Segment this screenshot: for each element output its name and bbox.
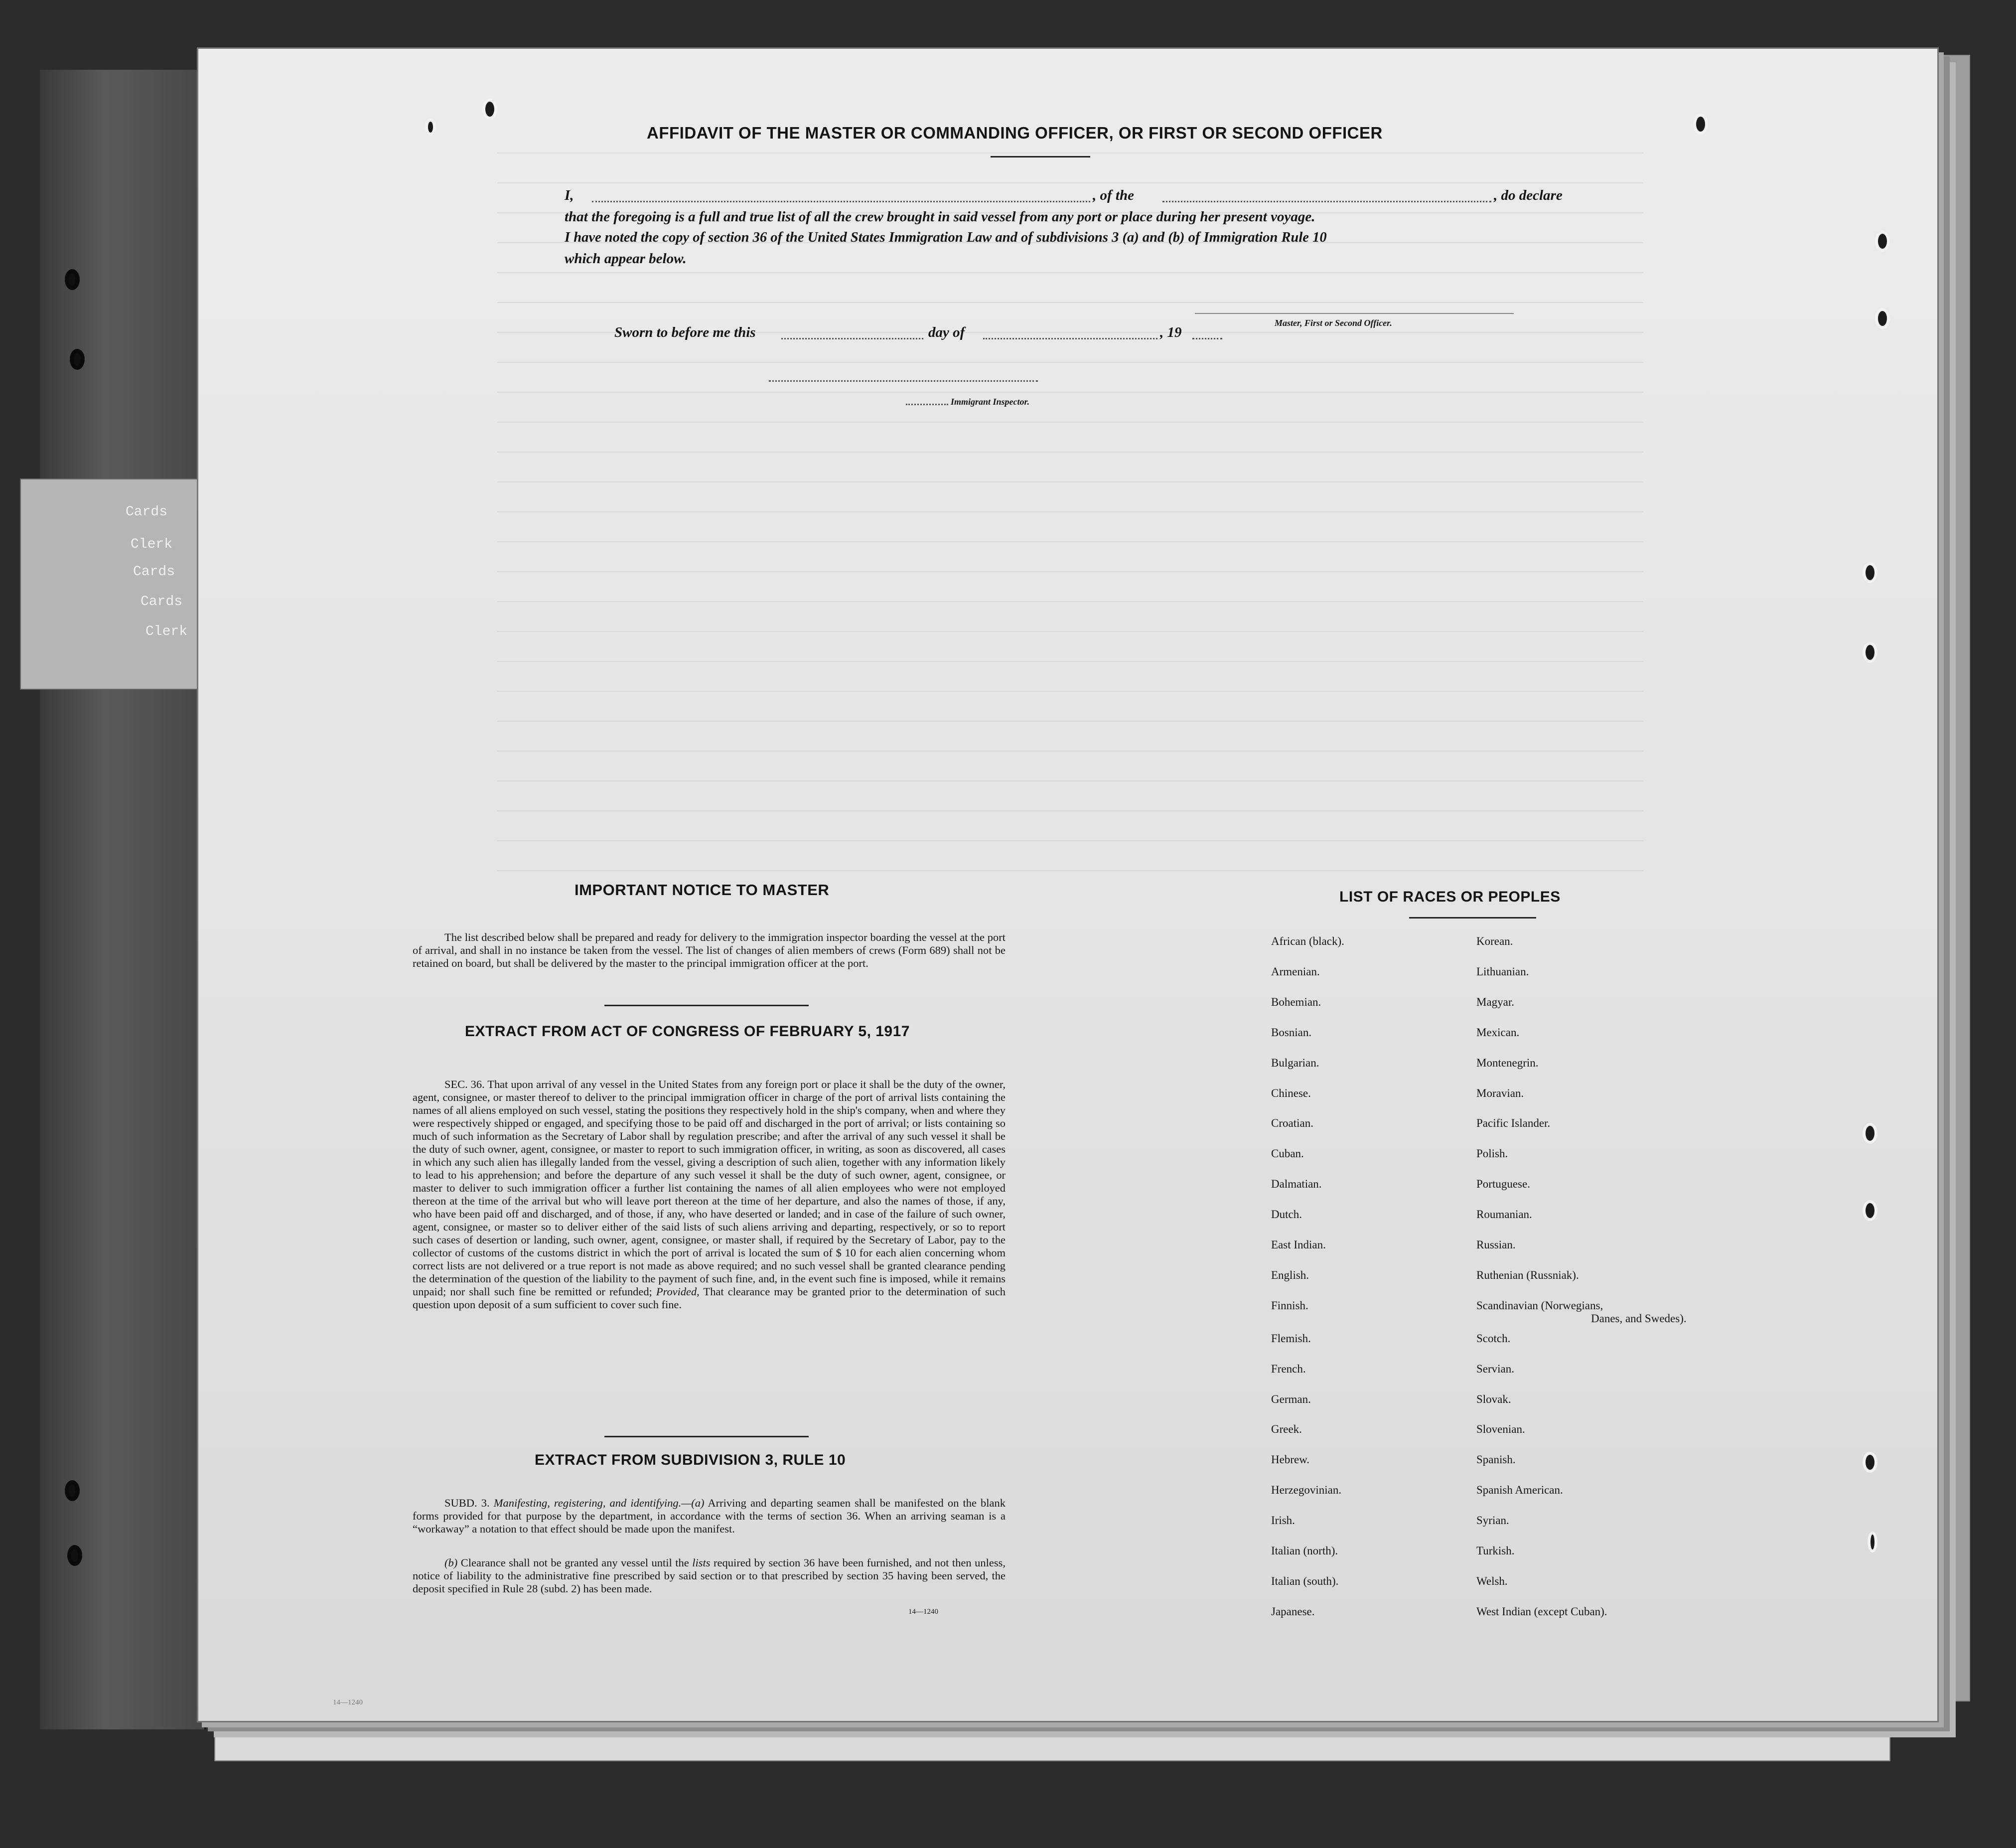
race-left-item: East Indian. <box>1271 1238 1326 1251</box>
inspector-label: Immigrant Inspector. <box>951 397 1030 407</box>
race-left-item: Irish. <box>1271 1514 1295 1527</box>
sworn-year-blank <box>1192 338 1222 339</box>
affidavit-do-declare: , do declare <box>1494 187 1563 203</box>
spine-hole <box>70 349 85 370</box>
bottom-form-number: 14—1240 <box>333 1698 363 1706</box>
race-right-item: Slovak. <box>1476 1393 1511 1405</box>
rule-text-b-lists: lists <box>692 1556 711 1569</box>
punch-hole <box>1875 308 1890 329</box>
race-left-item: Bosnian. <box>1271 1026 1312 1039</box>
race-left-item: Croatian. <box>1271 1117 1313 1129</box>
race-left-item: African (black). <box>1271 935 1344 947</box>
act-provided-text: That clearance may be granted prior to the determination of such question upon deposit of a sum sufficient to cover such fine. <box>413 1285 1006 1311</box>
race-left-item: Chinese. <box>1271 1087 1311 1099</box>
punch-hole <box>482 99 497 120</box>
sworn-month-blank <box>983 338 1157 339</box>
race-right-item: West Indian (except Cuban). <box>1476 1605 1607 1618</box>
race-left-item: Italian (north). <box>1271 1544 1338 1557</box>
race-right-item: Russian. <box>1476 1238 1516 1251</box>
rule-text-a-body: Arriving and departing seamen shall be manifested on the blank forms provided for that purpose by the department, in accordance with the terms of section 36. When an arriving seaman is a “workaway” a notation to that effect should be made upon the manifest. <box>413 1497 1006 1536</box>
binder-spine <box>40 70 206 1729</box>
race-left-item: French. <box>1271 1363 1306 1375</box>
inspector-pre-line <box>906 404 948 405</box>
sworn-day-blank <box>781 338 923 339</box>
rule-subd-heading: Manifesting, registering, and identifying.—(a) <box>493 1497 705 1509</box>
punch-hole <box>425 119 436 136</box>
affidavit-vessel-blank <box>1162 201 1491 202</box>
sworn-day-of: day of <box>928 324 965 340</box>
act-title: EXTRACT FROM ACT OF CONGRESS OF FEBRUARY 5, 1917 <box>465 1023 910 1040</box>
race-right-item: Montenegrin. <box>1476 1057 1539 1069</box>
tab-line-1: Cards <box>126 504 168 520</box>
affidavit-line-1 <box>565 186 1716 206</box>
race-left-item: Hebrew. <box>1271 1453 1310 1466</box>
affidavit-of-the: , of the <box>1093 187 1134 203</box>
notice-title: IMPORTANT NOTICE TO MASTER <box>575 881 830 899</box>
sworn-line <box>614 323 1212 343</box>
race-left-item: German. <box>1271 1393 1311 1405</box>
tab-line-2: Clerk <box>131 537 173 552</box>
spine-hole <box>65 269 80 290</box>
punch-hole <box>1863 562 1877 583</box>
race-right-item: Ruthenian (Russniak). <box>1476 1269 1579 1281</box>
affidavit-i: I, <box>565 187 574 203</box>
affidavit-line-4: which appear below. <box>565 251 687 267</box>
race-left-item: Greek. <box>1271 1423 1302 1435</box>
affidavit-title: AFFIDAVIT OF THE MASTER OR COMMANDING OFFICER, OR FIRST OR SECOND OFFICER <box>647 124 1383 142</box>
punch-hole <box>1868 1532 1877 1552</box>
punch-hole <box>1863 642 1877 663</box>
race-right-item: Welsh. <box>1476 1575 1508 1587</box>
race-left-item: Japanese. <box>1271 1605 1315 1618</box>
tab-line-5: Clerk <box>145 624 188 639</box>
punch-hole <box>1875 231 1890 252</box>
sworn-start: Sworn to before me this <box>614 324 756 340</box>
race-left-item: Bohemian. <box>1271 996 1321 1008</box>
punch-hole <box>1693 114 1708 135</box>
tab-line-4: Cards <box>141 594 183 610</box>
torn-tab <box>20 478 201 690</box>
race-left-item: Dutch. <box>1271 1208 1302 1221</box>
race-right-item: Spanish. <box>1476 1453 1516 1466</box>
act-rule <box>604 1436 809 1437</box>
affidavit-name-blank <box>592 201 1090 202</box>
rule-text-a <box>413 1497 1006 1536</box>
rule-text-b <box>413 1556 1006 1595</box>
race-right-item: Korean. <box>1476 935 1513 947</box>
race-right-item: Servian. <box>1476 1363 1515 1375</box>
spine-hole <box>65 1480 80 1501</box>
document-page <box>197 47 1939 1722</box>
punch-hole <box>1863 1123 1877 1144</box>
race-right-item: Syrian. <box>1476 1514 1509 1527</box>
race-left-item: Flemish. <box>1271 1332 1311 1345</box>
race-right-item: Moravian. <box>1476 1087 1524 1099</box>
race-right-item: Lithuanian. <box>1476 965 1529 978</box>
rule-title: EXTRACT FROM SUBDIVISION 3, RULE 10 <box>535 1452 846 1468</box>
rule-subd-label: SUBD. 3. <box>444 1497 490 1509</box>
race-right-item: Magyar. <box>1476 996 1515 1008</box>
tab-line-3: Cards <box>133 564 175 580</box>
race-left-item: English. <box>1271 1269 1309 1281</box>
race-left-item: Finnish. <box>1271 1299 1308 1312</box>
affidavit-line-2: that the foregoing is a full and true list of all the crew brought in said vessel from any port or place during her present voyage. <box>565 209 1315 225</box>
punch-hole <box>1863 1200 1877 1221</box>
inspector-line <box>769 380 1038 382</box>
race-left-item: Italian (south). <box>1271 1575 1339 1587</box>
act-body: That upon arrival of any vessel in the United States from any foreign port or place it shall be the duty of the owner, agent, consignee, or master thereof to deliver to the principal immigration officer in charge of the port of arrival lists containing the names of all aliens employed on such vessel, stating the positions they respectively hold in the ship's company, when and where they were respectively shipped or engaged, and specifying those to be paid off and discharged in the port of arrival; or lists containing so much of such information as the Secretary of Labor shall by regulation prescribe; and after the arrival of any such vessel it shall be the duty of such owner, agent, consignee, or master to report to such immigration officer, in writing, as soon as discovered, all cases in which any such alien has illegally landed from the vessel, giving a description of such alien, together with any information likely to lead to his apprehension; and before the departure of any such vessel it shall be the duty of such owner, agent, consignee, or master to deliver to such immigration officer a further list containing the names of all alien employees who were not employed thereon at the time of the arrival but who will leave port thereon at the time of her departure, and also the names of those, if any, who have been paid off and discharged, and of those, if any, who have deserted or landed; and in case of the failure of such owner, agent, consignee, or master so to deliver either of the said lists of such aliens arriving and departing, respectively, or so to report such cases of desertion or landing, such owner, agent, consignee, or master shall, if required by the Secretary of Labor, pay to the collector of customs of the customs district in which the port of arrival is located the sum of $ 10 for each alien concerning whom correct lists are not delivered or a true report is not made as above required; and no such vessel shall be granted clearance pending the determination of the question of the liability to the payment of such fine, and, in the event such fine is imposed, while it remains unpaid; nor shall such fine be remitted or refunded; <box>413 1078 1006 1298</box>
act-text <box>413 1078 1006 1311</box>
race-left-item: Bulgarian. <box>1271 1057 1319 1069</box>
race-right-item: Scotch. <box>1476 1332 1511 1345</box>
race-right-item: Turkish. <box>1476 1544 1515 1557</box>
under-sheet-right <box>1933 55 1970 1701</box>
race-right-item: Mexican. <box>1476 1026 1520 1039</box>
race-right-item: Roumanian. <box>1476 1208 1532 1221</box>
race-right-item: Spanish American. <box>1476 1484 1563 1496</box>
race-right-item: Polish. <box>1476 1147 1508 1160</box>
act-provided: Provided, <box>656 1285 700 1298</box>
rule-text-b-1: Clearance shall not be granted any vessel until the <box>460 1556 689 1569</box>
sworn-year: , 19 <box>1160 324 1182 340</box>
rule-label-b: (b) <box>444 1556 458 1569</box>
race-left-item: Cuban. <box>1271 1147 1304 1160</box>
notice-text: The list described below shall be prepared and ready for delivery to the immigration inspector boarding the vessel at the port of arrival, and shall in no instance be taken from the vessel. The list of changes of alien members of crews (Form 689) shall not be retained on board, but shall be delivered by the master to the principal immigration officer at the port. <box>413 931 1006 970</box>
race-left-item: Dalmatian. <box>1271 1178 1322 1190</box>
races-title-rule <box>1409 917 1536 919</box>
race-right-continuation: Danes, and Swedes). <box>1591 1312 1687 1325</box>
race-right-item: Portuguese. <box>1476 1178 1530 1190</box>
spine-hole <box>67 1545 82 1566</box>
punch-hole <box>1863 1452 1877 1473</box>
signature-label: Master, First or Second Officer. <box>1275 318 1392 328</box>
form-number: 14—1240 <box>908 1608 938 1616</box>
affidavit-title-rule <box>991 156 1090 157</box>
race-right-item: Slovenian. <box>1476 1423 1525 1435</box>
race-right-item: Scandinavian (Norwegians, <box>1476 1299 1603 1312</box>
race-left-item: Herzegovinian. <box>1271 1484 1342 1496</box>
act-section-label: SEC. 36. <box>444 1078 485 1090</box>
race-right-item: Pacific Islander. <box>1476 1117 1551 1129</box>
rule-text-b-2: required by section 36 have been furnished, and not then unless, notice of liability to the administrative fine prescribed by said section or to that prescribed by section 35 having been served, the deposit specified in Rule 28 (subd. 2) has been made. <box>413 1556 1006 1595</box>
races-title: LIST OF RACES OR PEOPLES <box>1339 889 1561 905</box>
affidavit-line-3: I have noted the copy of section 36 of the United States Immigration Law and of subdivisions 3 (a) and (b) of Immigration Rule 10 <box>565 230 1327 245</box>
notice-rule <box>604 1005 809 1006</box>
signature-line <box>1195 313 1514 314</box>
race-left-item: Armenian. <box>1271 965 1320 978</box>
